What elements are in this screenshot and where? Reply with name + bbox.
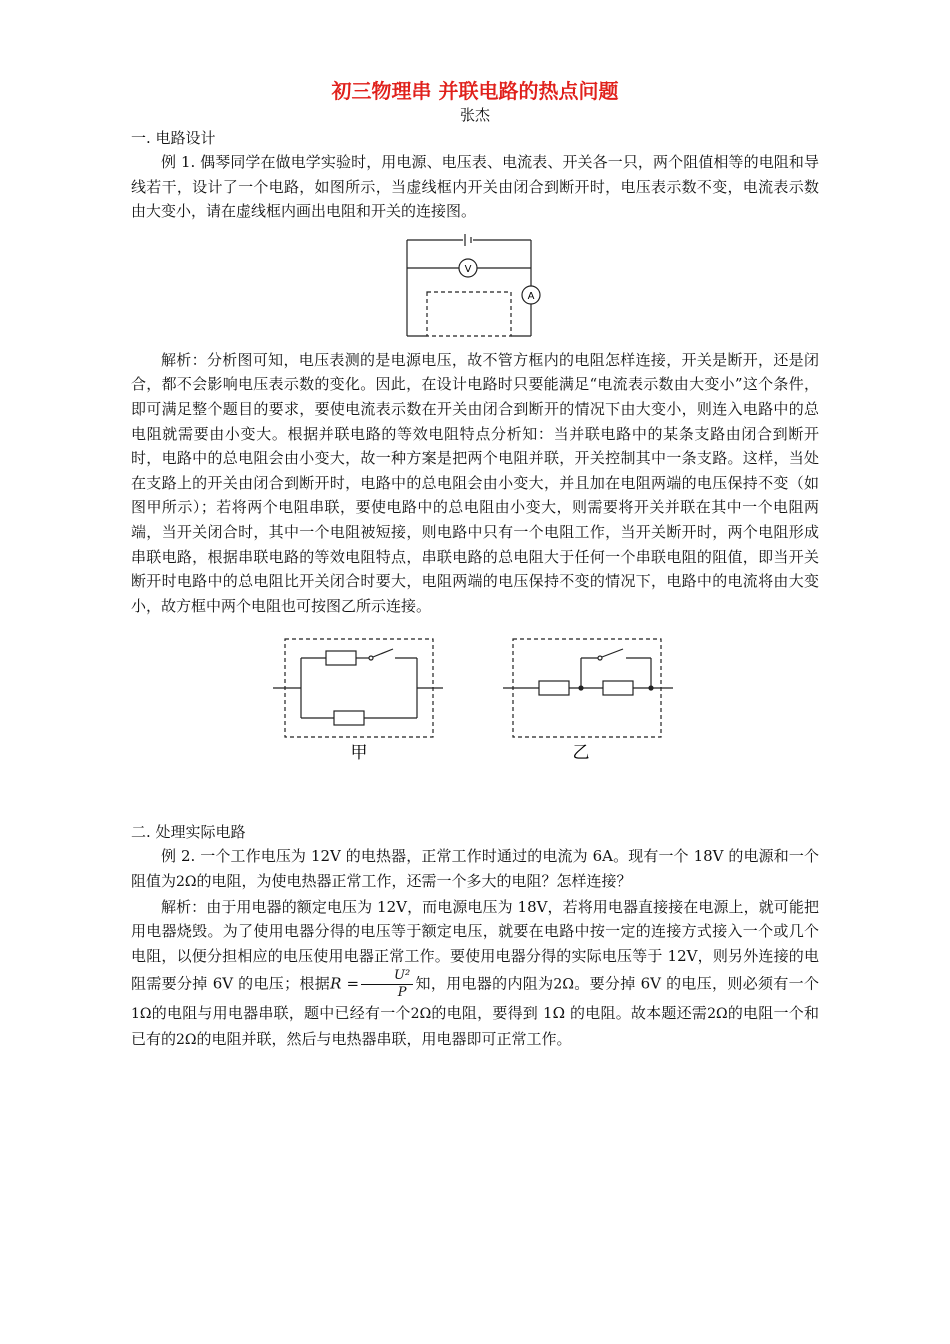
document-page [131,78,819,1052]
circuit-figure-b [501,636,676,761]
analysis-2-part: 的电阻，要得到 1Ω 的电阻。故本题还需 [431,1004,708,1023]
resistance-value: 2Ω [410,1006,432,1023]
example-2-part: 例 2. 一个工作电压为 12V 的电热器，正常工作时通过的电流为 6A。现有一个 18V 的电源和一个阻值为 [131,847,819,890]
resistance-value: 2Ω [553,976,574,993]
analysis-2-part: 的电阻并联，然后与电热器串联，用电器即可正常工作。 [196,1029,572,1048]
example-2-part: 的电阻，为使电热器正常工作，还需一个多大的电阻？怎样连接？ [196,871,632,890]
document-author: 张杰 [459,106,490,124]
section-heading-2: 二. 处理实际电路 [131,823,246,842]
formula-denominator: P [397,985,407,1001]
resistance-value: 2Ω [176,1031,197,1048]
section-heading-1: 一. 电路设计 [131,129,216,147]
circuit-figure-1 [405,230,545,340]
resistance-value: 2Ω [707,1006,728,1023]
resistance-value: 1Ω [131,1006,152,1023]
ammeter-label: A [527,290,535,302]
formula-numerator: U² [361,968,413,985]
resistance-value: 2Ω [176,873,197,890]
formula-fraction [361,968,413,1001]
analysis-2-text [131,895,819,1053]
figure-caption-b: 乙 [572,743,590,762]
circuit-figures-2 [131,636,819,796]
analysis-2-part: 。要分掉 6V 的电压，则必须有一个 [573,974,819,993]
analysis-2-part: 知，用电器的内阻为 [415,974,554,993]
formula-lhs: R = [330,974,360,993]
analysis-2-part: 的电阻与用电器串联，题中已经有一个 [151,1004,411,1023]
figure-caption-a: 甲 [350,743,368,762]
document-title: 初三物理串 并联电路的热点问题 [331,79,619,103]
analysis-1-text: 解析：分析图可知，电压表测的是电源电压，故不管方框内的电阻怎样连接，开关是断开，还是闭合，都不会影响电压表示数的变化。因此，在设计电路时只要能满足“电流表示数由大变小”这个条件，即可满足整个题目的要求，要使电流表示数在开关由闭合到断开的情况下由大变小，则连入电路中的总电阻就需要由小变大。根据并联电路的等效电阻特点分析知：当并联电路中的某条支路由闭合到断开时，电路中的总电阻会由小变大，故一种方案是把两个电阻并联，开关控制其中一条支路。这样，当处在支路上的开关由闭合到断开时，电路中的总电阻会由小变大，并且加在电阻两端的电压保持不变（如图甲所示）；若将两个电阻串联，要使电路中的总电阻由小变大，则需要将开关并联在其中一个电阻两端，当开关闭合时，其中一个电阻被短接，则电路中只有一个电阻工作，当开关断开时，两个电阻形成串联电路，根据串联电路的等效电阻特点，串联电路的总电阻大于任何一个串联电阻的阻值，即当开关断开时电路中的总电阻比开关闭合时要大，电阻两端的电压保持不变的情况下，电路中的电流将由大变小，故方框中两个电阻也可按图乙所示连接。 [131,350,819,615]
analysis-2-part: 解析：由于用电器的额定电压为 12V，而电源电压为 18V，若将用电器直接接在电源上，就可能把用电器烧毁。为了使用电器分得的电压等于额定电压，就要在电路中按一定的连接方式接入一个或几个电阻，以便分担相应的电压使用电器正常工作。要使用电器分得的实际电压等于 12V，则另外连接的电阻需要分掉 6V 的电压；根据 [131,897,819,993]
example-1-text: 例 1. 偶琴同学在做电学实验时，用电源、电压表、电流表、开关各一只，两个阻值相等的电阻和导线若干，设计了一个电路，如图所示，当虚线框内开关由闭合到断开时，电压表示数不变，电流表示数由大变小，请在虚线框内画出电阻和开关的连接图。 [131,153,819,221]
example-2-text [131,844,819,894]
voltmeter-label: V [464,263,472,275]
analysis-2-part: 的电阻一个和已有的 [131,1004,819,1048]
circuit-figure-a [271,636,446,761]
